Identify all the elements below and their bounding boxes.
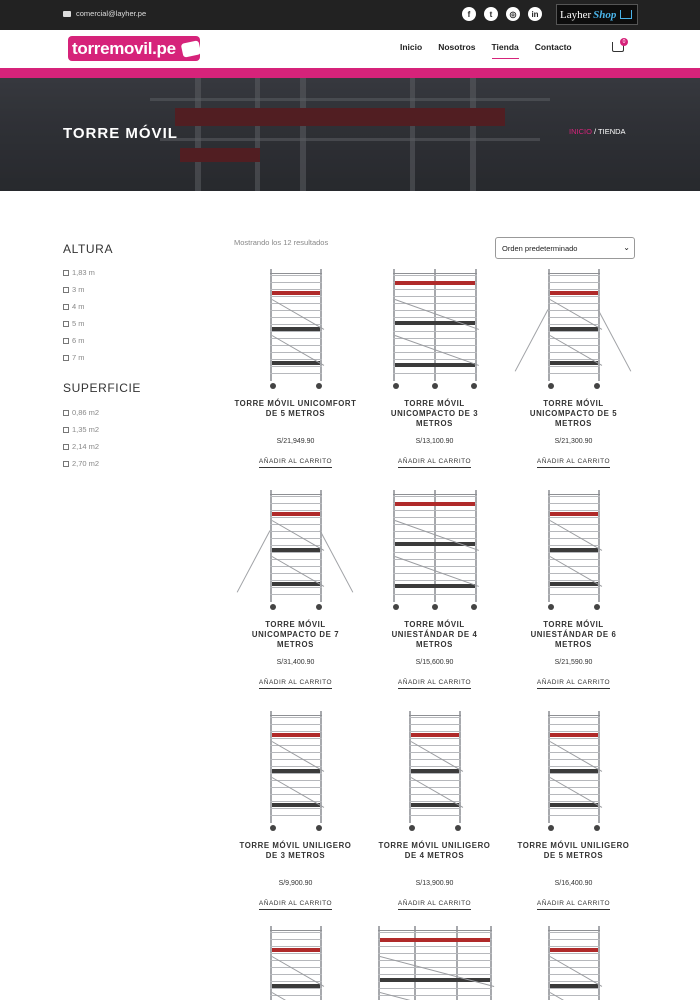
- result-count: Mostrando los 12 resultados: [234, 238, 329, 247]
- product-card[interactable]: [373, 265, 496, 468]
- tower-illustration: [393, 490, 477, 610]
- breadcrumb-separator: /: [591, 127, 599, 136]
- page-title: TORRE MÓVIL: [63, 125, 178, 142]
- top-bar: [0, 0, 700, 30]
- add-to-cart-button[interactable]: AÑADIR AL CARRITO: [537, 679, 610, 689]
- tower-illustration: [270, 490, 322, 610]
- nav-contacto[interactable]: Contacto: [534, 42, 572, 52]
- tower-illustration: [548, 926, 600, 1000]
- product-card[interactable]: [373, 486, 496, 689]
- product-price: S/21,949.90: [276, 438, 315, 445]
- filter-altura-option[interactable]: [63, 268, 95, 277]
- header-accent-bar: [0, 68, 700, 78]
- product-image[interactable]: [373, 265, 496, 393]
- site-header: [0, 30, 700, 68]
- product-card[interactable]: [234, 486, 357, 689]
- product-image[interactable]: [373, 486, 496, 614]
- checkbox[interactable]: [63, 287, 69, 293]
- product-price: S/9,900.90: [278, 880, 313, 887]
- add-to-cart-button[interactable]: AÑADIR AL CARRITO: [398, 900, 471, 910]
- layher-shop-shop: Shop: [593, 8, 617, 21]
- product-image[interactable]: [512, 922, 635, 1000]
- product-name[interactable]: TORRE MÓVIL UNIESTÁNDAR DE 6 METROS: [530, 620, 617, 649]
- logo-badge-icon: [181, 40, 202, 57]
- filter-superficie-title: SUPERFICIE: [63, 381, 142, 395]
- add-to-cart-button[interactable]: AÑADIR AL CARRITO: [259, 900, 332, 910]
- product-price: S/31,400.90: [276, 659, 315, 666]
- product-name[interactable]: TORRE MÓVIL UNILIGERO DE 5 METROS: [517, 841, 630, 860]
- filter-altura-option[interactable]: [63, 336, 85, 345]
- linkedin-icon[interactable]: in: [528, 7, 542, 21]
- product-name[interactable]: TORRE MÓVIL UNICOMPACTO DE 5 METROS: [529, 399, 618, 428]
- add-to-cart-button[interactable]: AÑADIR AL CARRITO: [259, 458, 332, 468]
- filter-altura-option[interactable]: [63, 353, 85, 362]
- filter-superficie-option[interactable]: [63, 459, 99, 468]
- chevron-down-icon: ⌄: [623, 243, 630, 252]
- product-name[interactable]: TORRE MÓVIL UNICOMFORT DE 5 METROS: [234, 399, 357, 418]
- email-link[interactable]: [63, 9, 146, 18]
- product-card[interactable]: [512, 265, 635, 468]
- add-to-cart-button[interactable]: AÑADIR AL CARRITO: [537, 900, 610, 910]
- add-to-cart-button[interactable]: AÑADIR AL CARRITO: [537, 458, 610, 468]
- orderby-value: Orden predeterminado: [502, 244, 578, 253]
- product-image[interactable]: [373, 707, 496, 835]
- product-price: S/13,100.90: [415, 438, 454, 445]
- checkbox[interactable]: [63, 427, 69, 433]
- filter-label: 2,14 m2: [72, 442, 100, 451]
- product-price: S/21,300.90: [554, 438, 593, 445]
- filter-label: 6 m: [72, 336, 85, 345]
- filter-label: 2,70 m2: [72, 459, 100, 468]
- tower-illustration: [393, 269, 477, 389]
- product-name[interactable]: TORRE MÓVIL UNILIGERO DE 3 METROS: [239, 841, 352, 860]
- filter-label: 0,86 m2: [72, 408, 100, 417]
- filter-label: 4 m: [72, 302, 85, 311]
- product-image[interactable]: [373, 922, 496, 1000]
- product-name[interactable]: TORRE MÓVIL UNICOMPACTO DE 7 METROS: [251, 620, 340, 649]
- instagram-icon[interactable]: ◎: [506, 7, 520, 21]
- add-to-cart-button[interactable]: AÑADIR AL CARRITO: [398, 679, 471, 689]
- product-price: S/21,590.90: [554, 659, 593, 666]
- checkbox[interactable]: [63, 355, 69, 361]
- logo-text: torremovil.pe: [72, 38, 176, 58]
- product-image[interactable]: [512, 707, 635, 835]
- checkbox[interactable]: [63, 461, 69, 467]
- product-card[interactable]: [234, 922, 357, 1000]
- checkbox[interactable]: [63, 410, 69, 416]
- email-text: comercial@layher.pe: [76, 9, 147, 18]
- product-price: S/15,600.90: [415, 659, 454, 666]
- filter-label: 1,35 m2: [72, 425, 100, 434]
- checkbox[interactable]: [63, 444, 69, 450]
- nav-nosotros[interactable]: Nosotros: [438, 42, 476, 52]
- checkbox[interactable]: [63, 270, 69, 276]
- checkbox[interactable]: [63, 338, 69, 344]
- product-image[interactable]: [234, 707, 357, 835]
- filter-altura-option[interactable]: [63, 319, 85, 328]
- tower-illustration: [409, 711, 461, 831]
- filter-altura-option[interactable]: [63, 302, 85, 311]
- facebook-icon[interactable]: f: [462, 7, 476, 21]
- product-card[interactable]: [512, 922, 635, 1000]
- filter-superficie-option[interactable]: [63, 442, 99, 451]
- product-card[interactable]: [373, 922, 496, 1000]
- tower-illustration: [270, 926, 322, 1000]
- product-name[interactable]: TORRE MÓVIL UNILIGERO DE 4 METROS: [378, 841, 491, 860]
- checkbox[interactable]: [63, 321, 69, 327]
- product-image[interactable]: [234, 486, 357, 614]
- tower-illustration: [548, 269, 600, 389]
- filter-label: 7 m: [72, 353, 85, 362]
- product-image[interactable]: [234, 265, 357, 393]
- layher-shop-logo[interactable]: [556, 4, 638, 25]
- tower-illustration: [270, 269, 322, 389]
- product-name[interactable]: TORRE MÓVIL UNICOMPACTO DE 3 METROS: [390, 399, 479, 428]
- site-logo[interactable]: [68, 36, 200, 61]
- product-image[interactable]: [512, 486, 635, 614]
- layher-shop-brand: Layher: [560, 8, 592, 21]
- product-image[interactable]: [234, 922, 357, 1000]
- orderby-select[interactable]: [495, 237, 635, 259]
- checkbox[interactable]: [63, 304, 69, 310]
- breadcrumb: [569, 127, 626, 136]
- tower-illustration: [548, 490, 600, 610]
- twitter-icon[interactable]: t: [484, 7, 498, 21]
- filter-label: 5 m: [72, 319, 85, 328]
- filter-superficie-option[interactable]: [63, 425, 99, 434]
- tower-illustration: [270, 711, 322, 831]
- envelope-icon: [63, 11, 71, 17]
- product-card[interactable]: [373, 707, 496, 910]
- product-card[interactable]: [234, 707, 357, 910]
- breadcrumb-current: TIENDA: [598, 127, 626, 136]
- tower-illustration: [548, 711, 600, 831]
- product-price: S/16,400.90: [554, 880, 593, 887]
- cart-count-badge: 0: [620, 38, 628, 46]
- main-nav: [392, 30, 580, 68]
- product-card[interactable]: [234, 265, 357, 468]
- add-to-cart-button[interactable]: AÑADIR AL CARRITO: [259, 679, 332, 689]
- filter-altura-title: ALTURA: [63, 242, 114, 256]
- product-price: S/13,900.90: [415, 880, 454, 887]
- filter-label: 1,83 m: [72, 268, 95, 277]
- product-name[interactable]: TORRE MÓVIL UNIESTÁNDAR DE 4 METROS: [391, 620, 478, 649]
- social-links: [462, 7, 542, 21]
- filter-superficie-option[interactable]: [63, 408, 99, 417]
- breadcrumb-home[interactable]: INICIO: [569, 127, 592, 136]
- product-card[interactable]: [512, 707, 635, 910]
- product-card[interactable]: [512, 486, 635, 689]
- filter-label: 3 m: [72, 285, 85, 294]
- nav-tienda[interactable]: Tienda: [484, 30, 527, 68]
- nav-inicio[interactable]: Inicio: [400, 42, 423, 52]
- tower-illustration: [378, 926, 492, 1000]
- shop-cart-icon: [620, 10, 632, 19]
- product-image[interactable]: [512, 265, 635, 393]
- filter-altura-option[interactable]: [63, 285, 85, 294]
- add-to-cart-button[interactable]: AÑADIR AL CARRITO: [398, 458, 471, 468]
